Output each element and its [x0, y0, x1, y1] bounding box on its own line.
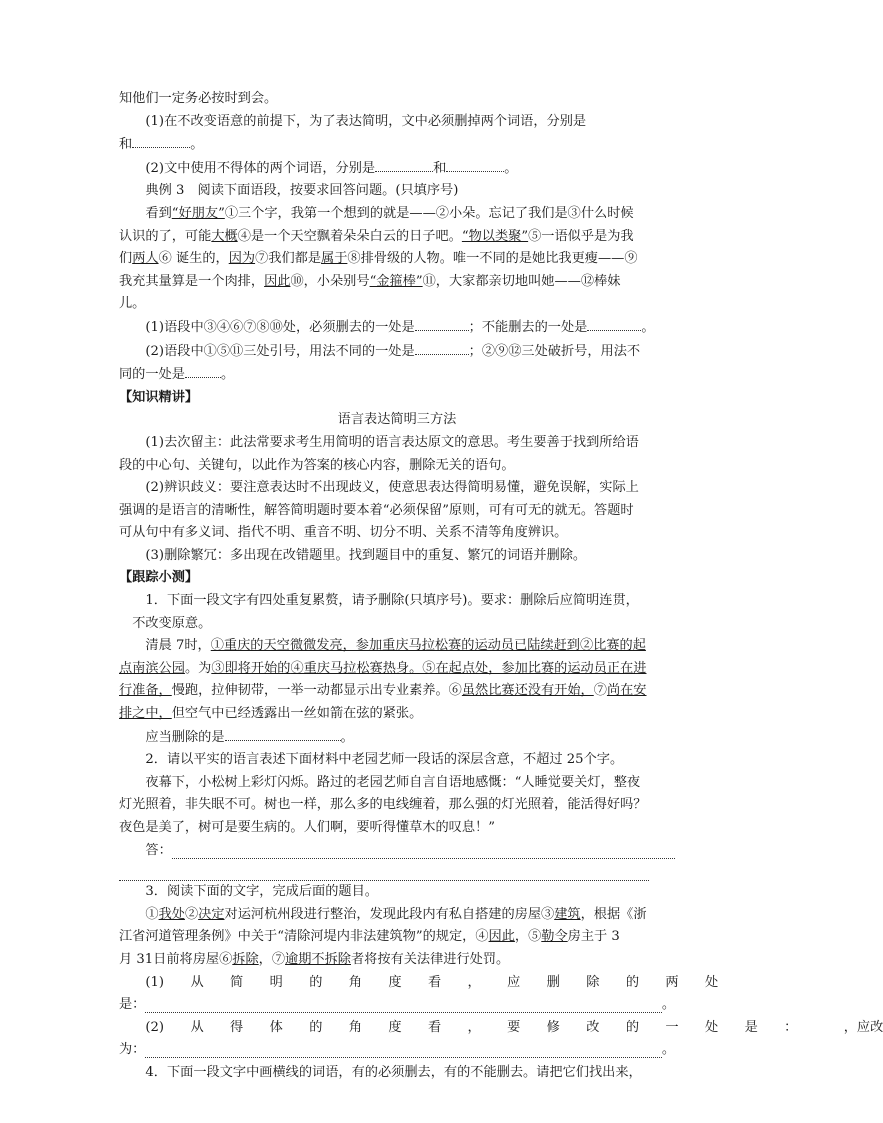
underlined-term: 我处: [158, 906, 185, 922]
text-char: 修: [546, 1019, 560, 1035]
text: 。为: [184, 660, 212, 676]
text: 清晨 7时，: [145, 638, 211, 654]
section-heading: [119, 387, 675, 410]
text-line: [119, 133, 675, 157]
answer-label: 答：: [145, 842, 172, 858]
text: 可从句中有多义词、指代不明、重音不明、切分不明、关系不清等角度辨识。: [119, 525, 568, 541]
text: ⑦我们都是: [255, 251, 322, 267]
underlined-term: ①重庆的天空微微发亮，参加重庆马拉松赛的运动员已陆续赶到: [210, 638, 580, 654]
text-char: 是: [744, 1019, 758, 1035]
text-char: 的: [625, 974, 640, 990]
answer-line: [119, 1039, 675, 1062]
text: 2．请以平实的语言表述下面材料中老园艺师一段话的深层含意，不超过 25个字。: [145, 752, 624, 768]
answer-blank[interactable]: [375, 157, 433, 172]
text: 江省河道管理条例》中关于“清除河堤内非法建筑物”的规定，④: [119, 929, 489, 945]
text-line: [119, 926, 675, 949]
text-char: 应: [507, 974, 521, 990]
answer-line: [119, 840, 675, 863]
question-3: [119, 881, 675, 904]
text: 是：: [119, 997, 146, 1013]
text: ⑪，大家都亲切地叫她——⑫棒妹: [422, 273, 621, 289]
text: 。: [661, 997, 675, 1013]
underlined-term: 建筑: [554, 906, 581, 922]
text-line: [119, 88, 675, 111]
text-char: ，: [467, 974, 481, 990]
underlined-term: 行准备，: [119, 683, 172, 699]
underlined-term: 在起点处，参加比赛的运动员正在进: [435, 660, 647, 676]
text: ⑩，小朵别号: [290, 273, 370, 289]
text: ；不能删去的一处是: [468, 319, 588, 335]
text: 房主于 3: [567, 929, 620, 945]
text-char: 除: [586, 974, 600, 990]
text: 夜色是美了，树可是要生病的。人们啊，要听得懂草木的叹息！”: [119, 820, 495, 835]
text-line: [119, 635, 675, 658]
text-line: [119, 226, 675, 249]
text-line: [119, 340, 675, 364]
text: ，⑦: [258, 951, 286, 967]
text: 我充其量算是一个肉排，: [119, 273, 265, 289]
text: 强调的是语言的清晰性，解答简明题时要本着“必须保留”原则，可有可无的就无。答题时: [119, 502, 634, 518]
text: (1)语段中③④⑥⑦⑧⑩处，必须删去的一处是: [145, 319, 415, 335]
text: 者将按有关法律进行处罚。: [350, 951, 510, 967]
text: ⑧排骨级的人物。唯一不同的是她比我更瘦——⑨: [347, 251, 638, 267]
text-char: 看: [427, 974, 442, 990]
underlined-term: ④重庆马拉松赛热身。⑤: [290, 660, 436, 676]
text: 不改变原意。: [132, 615, 212, 631]
answer-blank[interactable]: [446, 157, 504, 172]
answer-blank[interactable]: [145, 1043, 661, 1058]
text: ①: [145, 906, 159, 922]
underlined-term: “物以类聚”: [461, 228, 529, 244]
text: ；②⑨⑫三处破折号，用法不: [468, 343, 641, 359]
text: 。: [661, 1042, 675, 1058]
text: 们: [119, 251, 133, 267]
text-line: [119, 726, 675, 750]
text-char: 的: [309, 974, 323, 990]
text: (3)删除繁冗：多出现在改错题里。找到题目中的重复、繁冗的词语并删除。: [145, 547, 587, 563]
text-char: 处: [704, 1019, 719, 1035]
text-char: 从: [190, 1019, 204, 1035]
text: 夜幕下，小松树上彩灯闪烁。路过的老园艺师自言自语地感慨：“人睡觉要关灯，整夜: [145, 774, 641, 790]
answer-blank[interactable]: [587, 316, 641, 331]
underlined-term: 尚在安: [606, 683, 647, 699]
text-line: [119, 904, 675, 927]
text: 看到: [145, 205, 172, 221]
underlined-term: 排之中，: [119, 706, 172, 722]
question-2: [119, 749, 675, 772]
text-line: [119, 293, 675, 316]
underlined-term: 两人: [132, 251, 159, 267]
text: ②: [184, 906, 199, 922]
underlined-term: ③即将开始的: [211, 660, 291, 676]
text: 和: [433, 160, 447, 176]
text: 。: [220, 367, 235, 383]
text: 但空气中已经透露出一丝如箭在弦的紧张。: [171, 706, 423, 722]
answer-blank[interactable]: [185, 363, 221, 378]
underlined-term: “金箍棒”: [369, 273, 423, 289]
text-char: 角: [348, 1019, 362, 1035]
text-char: 处: [704, 974, 719, 990]
question-4: [119, 1062, 675, 1085]
text-line: [119, 772, 675, 795]
text: (1)去次留主：此法常要求考生用简明的语言表达原文的意思。考生要善于找到所给语: [145, 434, 639, 450]
text: 同的一处是: [119, 367, 185, 383]
text: 典例 3 阅读下面语段，按要求回答问题。(只填序号): [145, 183, 459, 199]
question-1: [119, 590, 675, 613]
text-char: 得: [230, 1019, 244, 1035]
answer-blank[interactable]: [172, 844, 675, 859]
text-line: [119, 111, 675, 134]
text-line: [119, 545, 675, 568]
text-char: 要: [507, 1019, 521, 1035]
text: (2)语段中①⑤⑪三处引号，用法不同的一处是: [145, 343, 415, 359]
underlined-term: 决定: [198, 906, 225, 922]
text: 1．下面一段文字有四处重复累赘，请予删除(只填序号)。要求：删除后应简明连贯，: [145, 593, 639, 609]
text-line: [119, 455, 675, 478]
section-title: [119, 409, 675, 432]
text-char: (1): [145, 974, 165, 990]
section-heading: [119, 567, 675, 590]
text: 【知识精讲】: [119, 389, 199, 405]
text-line: [119, 203, 675, 226]
underlined-term: 属于: [321, 251, 348, 267]
text-char: 一: [665, 1019, 679, 1035]
text-line: [119, 703, 675, 726]
answer-blank[interactable]: [145, 998, 661, 1013]
text: (1)在不改变语意的前提下，为了表达简明，文中必须删掉两个词语，分别是: [145, 113, 587, 129]
underlined-term: 勒令: [541, 929, 568, 945]
text: 语言表达简明三方法: [337, 412, 457, 428]
text: 灯光照着，非失眠不可。树也一样，那么多的电线缠着，那么强的灯光照着，能活得好吗？: [119, 797, 647, 813]
text: 和: [119, 137, 133, 153]
text-line-justified: [119, 1017, 883, 1040]
document-page: [119, 88, 883, 1085]
underlined-term: 因此: [488, 929, 515, 945]
underlined-term: 因此: [264, 273, 291, 289]
text: 。: [190, 137, 204, 153]
answer-blank[interactable]: [132, 133, 190, 148]
text: 【跟踪小测】: [119, 570, 199, 586]
text: 月 31日前将房屋⑥: [119, 951, 233, 967]
answer-blank[interactable]: [225, 726, 341, 741]
text: 应当删除的是: [145, 729, 225, 745]
text-line: [119, 949, 675, 972]
underlined-term: ②比赛的起: [579, 638, 646, 654]
underlined-term: 点南滨公园: [119, 660, 185, 676]
text-char: 的: [309, 1019, 323, 1035]
underlined-term: “好朋友”: [171, 205, 225, 221]
text: 4．下面一段文字中画横线的词语，有的必须删去，有的不能删去。请把它们找出来，: [145, 1064, 642, 1080]
text-line: [119, 248, 675, 271]
text-char: 简: [230, 974, 244, 990]
text: 。: [340, 729, 354, 745]
text-char: ，: [467, 1019, 481, 1035]
text: (2)辨识歧义：要注意表达时不出现歧义，使意思表达得简明易懂，避免误解，实际上: [145, 480, 639, 496]
text: ⑤一语似乎是为我: [528, 228, 634, 244]
text: 知他们一定务必按时到会。: [119, 91, 278, 106]
text: 。: [641, 319, 655, 335]
answer-line: [119, 994, 675, 1017]
text: ④是一个天空飘着朵朵白云的日子吧。: [237, 228, 462, 244]
text-char: 两: [665, 974, 679, 990]
text: 认识的了，可能: [119, 228, 212, 244]
text-char: 体: [269, 1019, 283, 1035]
text-char: 删: [546, 974, 560, 990]
text: 3．阅读下面的文字，完成后面的题目。: [145, 884, 378, 900]
text: 。: [504, 160, 518, 176]
text: ①三个字，我第一个想到的就是——②小朵。忘记了我们是③什么时候: [224, 205, 634, 221]
text-char: 看: [427, 1019, 442, 1035]
text: 慢跑，拉伸韧带，一举一动都显示出专业素养。⑥: [171, 683, 462, 699]
underlined-term: 因为: [228, 251, 256, 267]
text: ⑦: [593, 683, 607, 699]
answer-line: [119, 866, 675, 881]
text-line: [119, 363, 675, 387]
text-char: 的: [625, 1019, 640, 1035]
answer-blank[interactable]: [415, 316, 469, 331]
text: ⑥ 诞生的，: [158, 251, 229, 267]
text-line: [119, 477, 675, 500]
text-line: [119, 613, 675, 636]
text: [119, 1017, 797, 1040]
text-line: [119, 794, 675, 817]
text-line: [119, 680, 675, 703]
text: ，根据《浙: [580, 906, 647, 922]
text-line-justified: [119, 972, 719, 995]
text: 为：: [119, 1042, 146, 1058]
text-line: [119, 316, 675, 340]
text-line: [119, 658, 675, 681]
underlined-term: 逾期不拆除: [285, 951, 351, 967]
text-char: 度: [388, 974, 402, 990]
text-line: [119, 271, 675, 294]
underlined-term: 虽然比赛还没有开始，: [461, 683, 594, 699]
text-line: [119, 522, 675, 545]
text-line: [119, 157, 675, 181]
text: ，应改: [843, 1019, 883, 1035]
answer-blank[interactable]: [119, 866, 649, 881]
text: (2)文中使用不得体的两个词语，分别是: [145, 160, 376, 176]
text-char: 明: [269, 974, 283, 990]
text: 对运河杭州段进行整治，发现此段内有私自搭建的房屋③: [224, 906, 555, 922]
text: ，⑤: [514, 929, 542, 945]
example-heading: [119, 180, 675, 203]
text-char: (2): [145, 1019, 165, 1035]
underlined-term: 拆除: [232, 951, 259, 967]
answer-blank[interactable]: [415, 340, 469, 355]
text-line: [119, 432, 675, 455]
text-char: 角: [348, 974, 362, 990]
text-char: ：: [784, 1019, 798, 1035]
text-char: 度: [388, 1019, 402, 1035]
underlined-term: 大概: [211, 228, 238, 244]
text-line: [119, 500, 675, 523]
text-char: 从: [190, 974, 204, 990]
text-line: [119, 817, 675, 840]
text: 段的中心句、关键句，以此作为答案的核心内容，删除无关的语句。: [119, 457, 515, 473]
text-char: 改: [586, 1019, 600, 1035]
text: 儿。: [119, 296, 146, 312]
